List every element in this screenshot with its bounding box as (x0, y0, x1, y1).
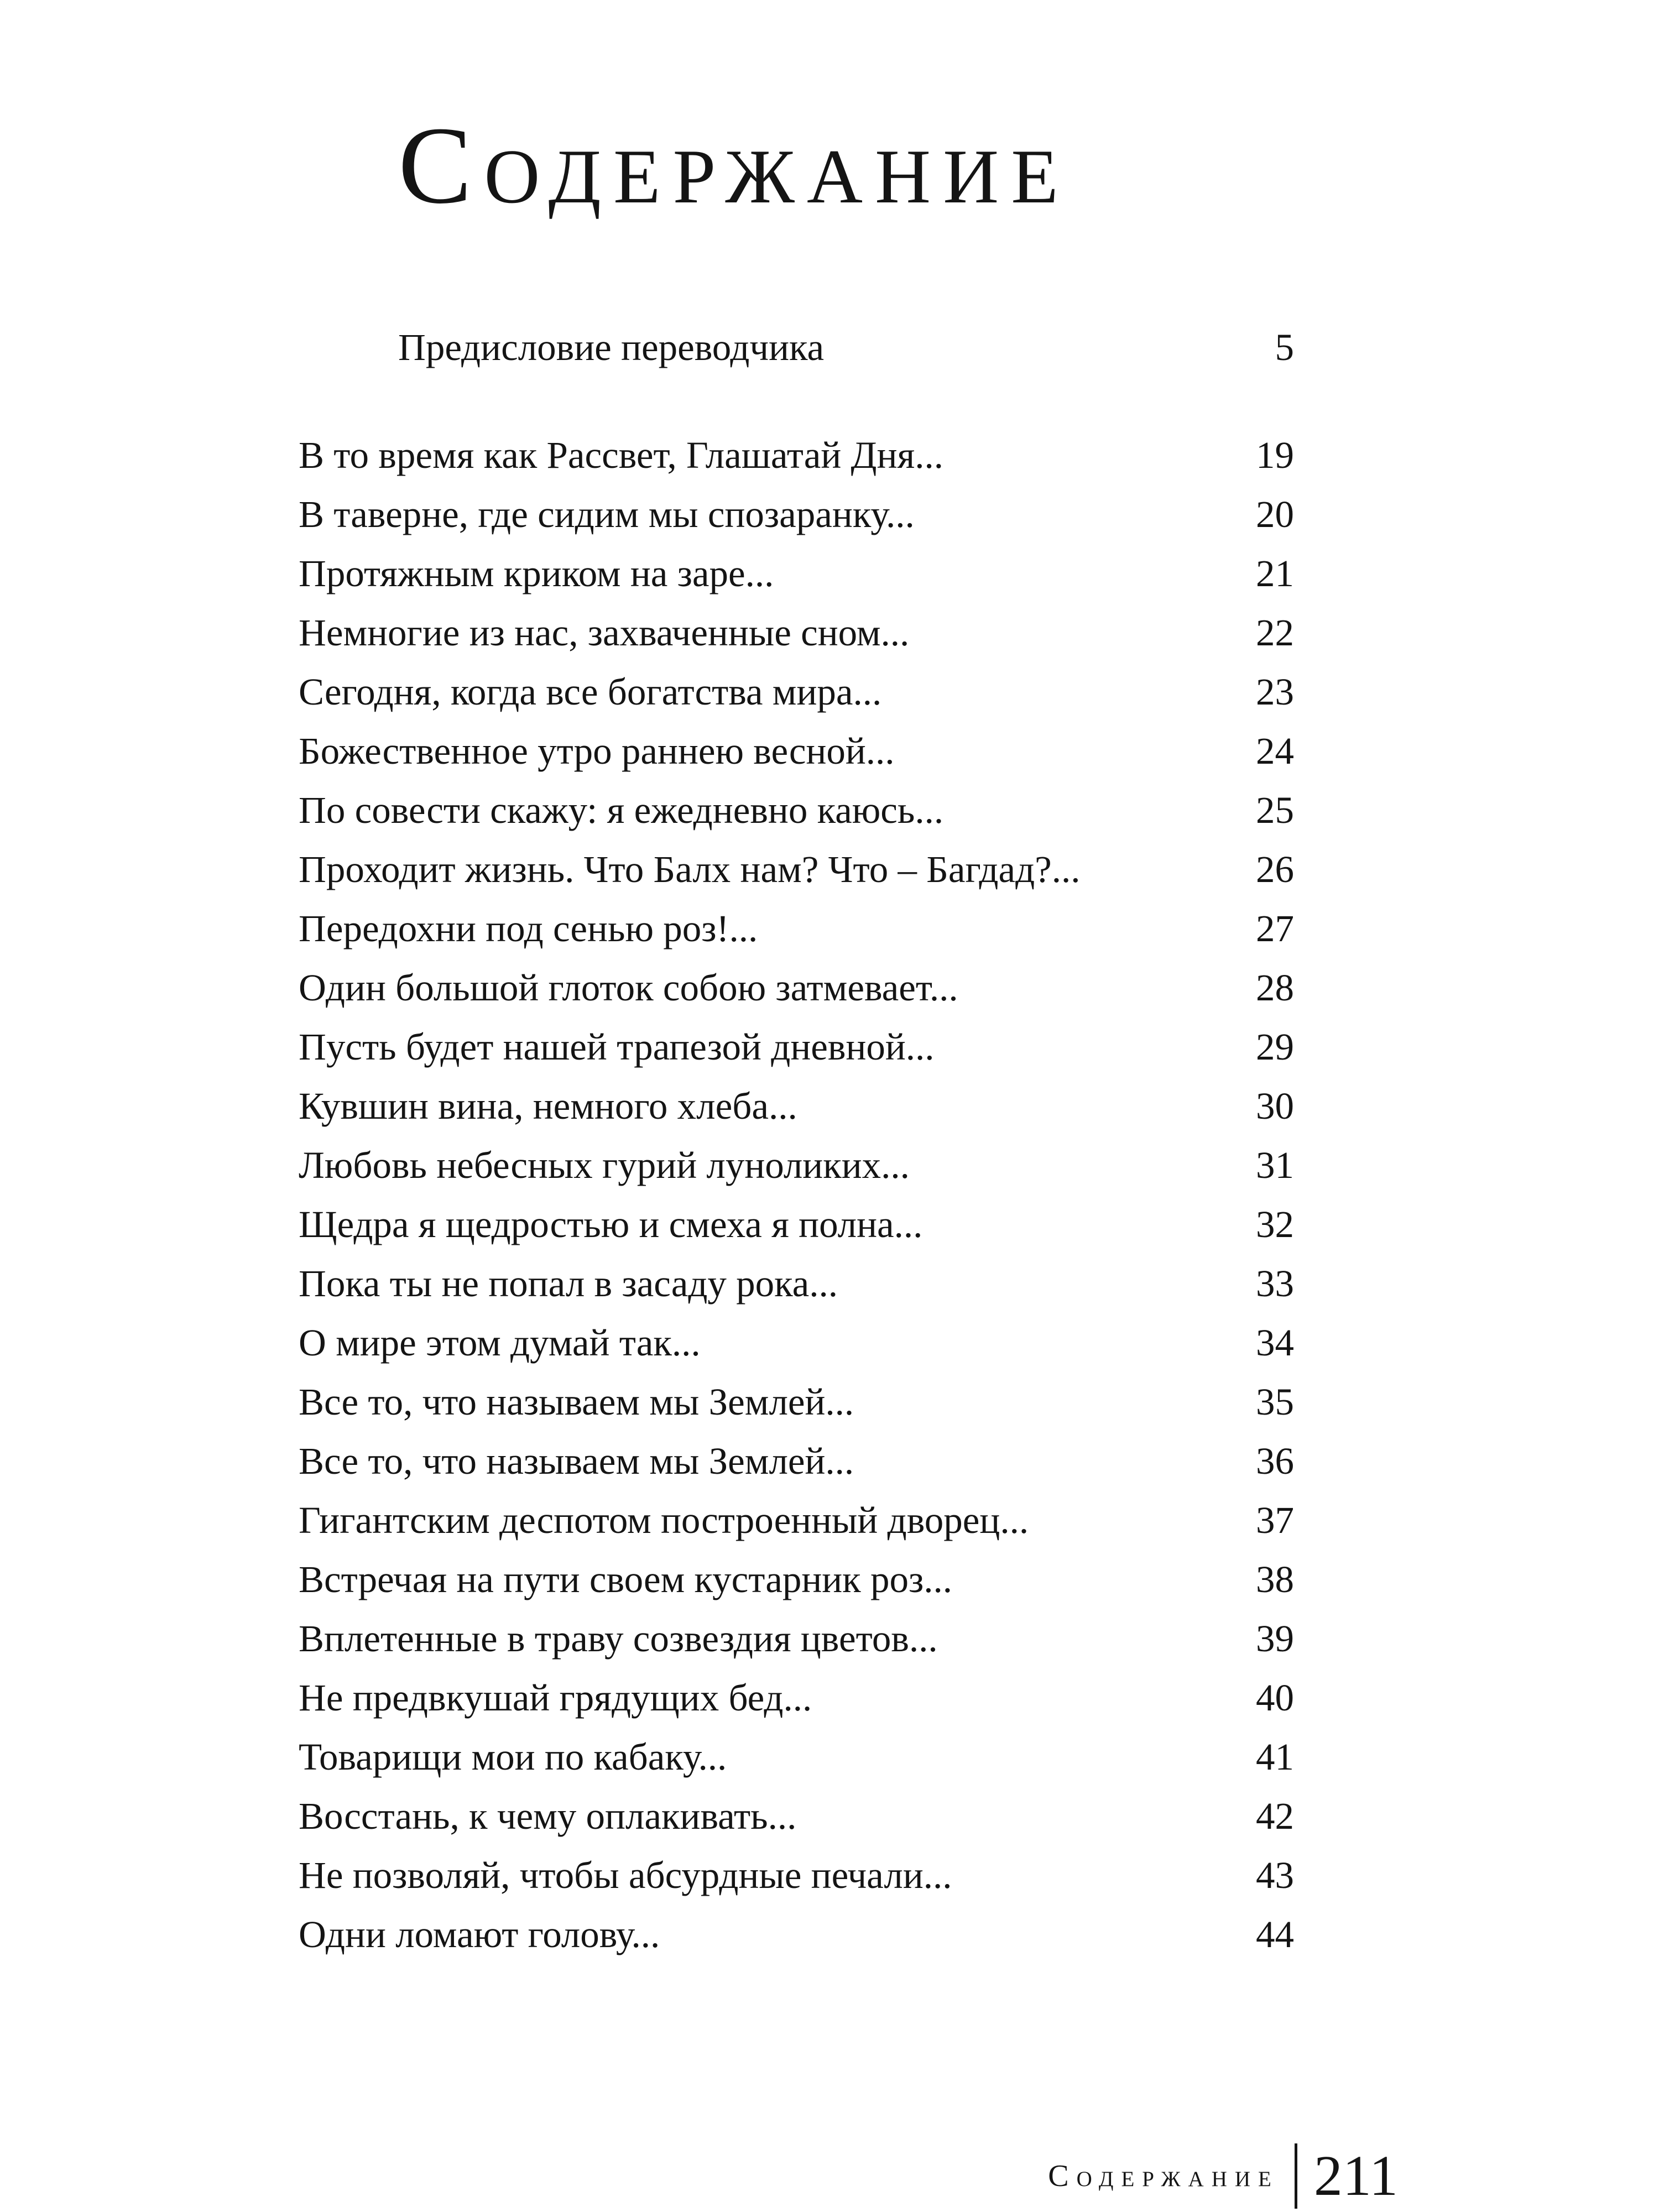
toc-entry (299, 662, 1294, 722)
running-footer-label: Содержание (1048, 2159, 1279, 2193)
toc-entry-title: Одни ломают голову... (299, 1913, 660, 1955)
toc-entry-title: Пока ты не попал в засаду рока... (299, 1262, 838, 1305)
toc-entry (299, 1195, 1294, 1254)
toc-entry-title: Проходит жизнь. Что Балх нам? Что – Багдад?... (299, 848, 1081, 890)
toc-entry-title: Пусть будет нашей трапезой дневной... (299, 1026, 935, 1068)
toc-preface-row (398, 321, 1294, 374)
toc-entry-title: Кувшин вина, немного хлеба... (299, 1085, 797, 1127)
toc-entry-page: 32 (1256, 1203, 1294, 1245)
page-footer (1048, 2143, 1398, 2209)
toc-entry (299, 1313, 1294, 1373)
toc-entry-page: 24 (1256, 730, 1294, 772)
toc-entry (299, 485, 1294, 544)
toc-entry (299, 1136, 1294, 1195)
toc-entry-title: В то время как Рассвет, Глашатай Дня... (299, 434, 944, 476)
toc-entry-page: 44 (1256, 1913, 1294, 1955)
toc-entry (299, 899, 1294, 958)
page-title: Содержание (398, 105, 1071, 227)
toc-entry-title: Немногие из нас, захваченные сном... (299, 612, 910, 654)
toc-entry (299, 1609, 1294, 1668)
toc-entry-title: Вплетенные в траву созвездия цветов... (299, 1618, 938, 1660)
toc-entry-page: 20 (1256, 493, 1294, 535)
toc-entry (299, 781, 1294, 840)
toc-entry-page: 35 (1256, 1381, 1294, 1423)
toc-entry-title: Предисловие переводчика (398, 326, 825, 368)
toc-entry-title: Любовь небесных гурий луноликих... (299, 1144, 910, 1186)
toc-entry-page: 41 (1256, 1736, 1294, 1778)
page-number: 211 (1313, 2144, 1398, 2208)
toc-entry-page: 28 (1256, 967, 1294, 1009)
toc-entry-page: 37 (1256, 1499, 1294, 1541)
toc-entry-page: 42 (1256, 1795, 1294, 1837)
footer-divider (1295, 2143, 1297, 2209)
toc-entry-title: Встречая на пути своем кустарник роз... (299, 1558, 952, 1600)
toc-entry (299, 1550, 1294, 1609)
toc-list (299, 426, 1294, 1964)
toc-entry-page: 5 (1275, 326, 1294, 368)
toc-entry (299, 1373, 1294, 1432)
toc-entry-title: Протяжным криком на заре... (299, 552, 774, 594)
toc-entry-title: Один большой глоток собою затмевает... (299, 967, 958, 1009)
toc-entry-title: О мире этом думай так... (299, 1322, 701, 1364)
toc-entry-page: 26 (1256, 848, 1294, 890)
toc-entry-page: 34 (1256, 1322, 1294, 1364)
toc-entry-page: 23 (1256, 671, 1294, 713)
toc-entry-title: По совести скажу: я ежедневно каюсь... (299, 789, 944, 831)
toc-entry-title: Не позволяй, чтобы абсурдные печали... (299, 1854, 952, 1896)
toc-entry-page: 19 (1256, 434, 1294, 476)
toc-entry (299, 1728, 1294, 1787)
toc-entry-page: 33 (1256, 1262, 1294, 1305)
toc-entry (299, 722, 1294, 781)
toc-entry-title: В таверне, где сидим мы спозаранку... (299, 493, 915, 535)
toc-entry (299, 1077, 1294, 1136)
toc-entry-title: Божественное утро раннею весной... (299, 730, 895, 772)
toc-entry-page: 27 (1256, 907, 1294, 950)
toc-entry-page: 40 (1256, 1677, 1294, 1719)
toc-entry (299, 544, 1294, 603)
toc-entry-page: 38 (1256, 1558, 1294, 1600)
toc-entry-page: 36 (1256, 1440, 1294, 1482)
toc-entry (299, 426, 1294, 485)
toc-entry-page: 31 (1256, 1144, 1294, 1186)
toc-entry-title: Передохни под сенью роз!... (299, 907, 758, 950)
toc-entry-title: Товарищи мои по кабаку... (299, 1736, 727, 1778)
toc-entry (299, 1668, 1294, 1728)
toc-entry-title: Все то, что называем мы Землей... (299, 1440, 854, 1482)
toc-entry (299, 1018, 1294, 1077)
toc-entry-title: Восстань, к чему оплакивать... (299, 1795, 797, 1837)
toc-entry (299, 1846, 1294, 1905)
toc-entry-page: 22 (1256, 612, 1294, 654)
toc-entry-title: Щедра я щедростью и смеха я полна... (299, 1203, 923, 1245)
toc-entry (299, 1432, 1294, 1491)
toc-entry (299, 603, 1294, 662)
toc-entry (299, 1905, 1294, 1964)
toc-entry-page: 29 (1256, 1026, 1294, 1068)
toc-entry-page: 43 (1256, 1854, 1294, 1896)
toc-entry (299, 958, 1294, 1018)
toc-entry-title: Сегодня, когда все богатства мира... (299, 671, 882, 713)
toc-entry-page: 39 (1256, 1618, 1294, 1660)
toc-entry-title: Все то, что называем мы Землей... (299, 1381, 854, 1423)
toc-entry (299, 1787, 1294, 1846)
toc-entry-page: 25 (1256, 789, 1294, 831)
toc-entry-title: Гигантским деспотом построенный дворец... (299, 1499, 1029, 1541)
toc-entry-page: 30 (1256, 1085, 1294, 1127)
toc-entry-title: Не предвкушай грядущих бед... (299, 1677, 812, 1719)
toc-entry (299, 840, 1294, 899)
toc-entry (299, 1491, 1294, 1550)
toc-entry-page: 21 (1256, 552, 1294, 594)
toc-entry (299, 1254, 1294, 1313)
